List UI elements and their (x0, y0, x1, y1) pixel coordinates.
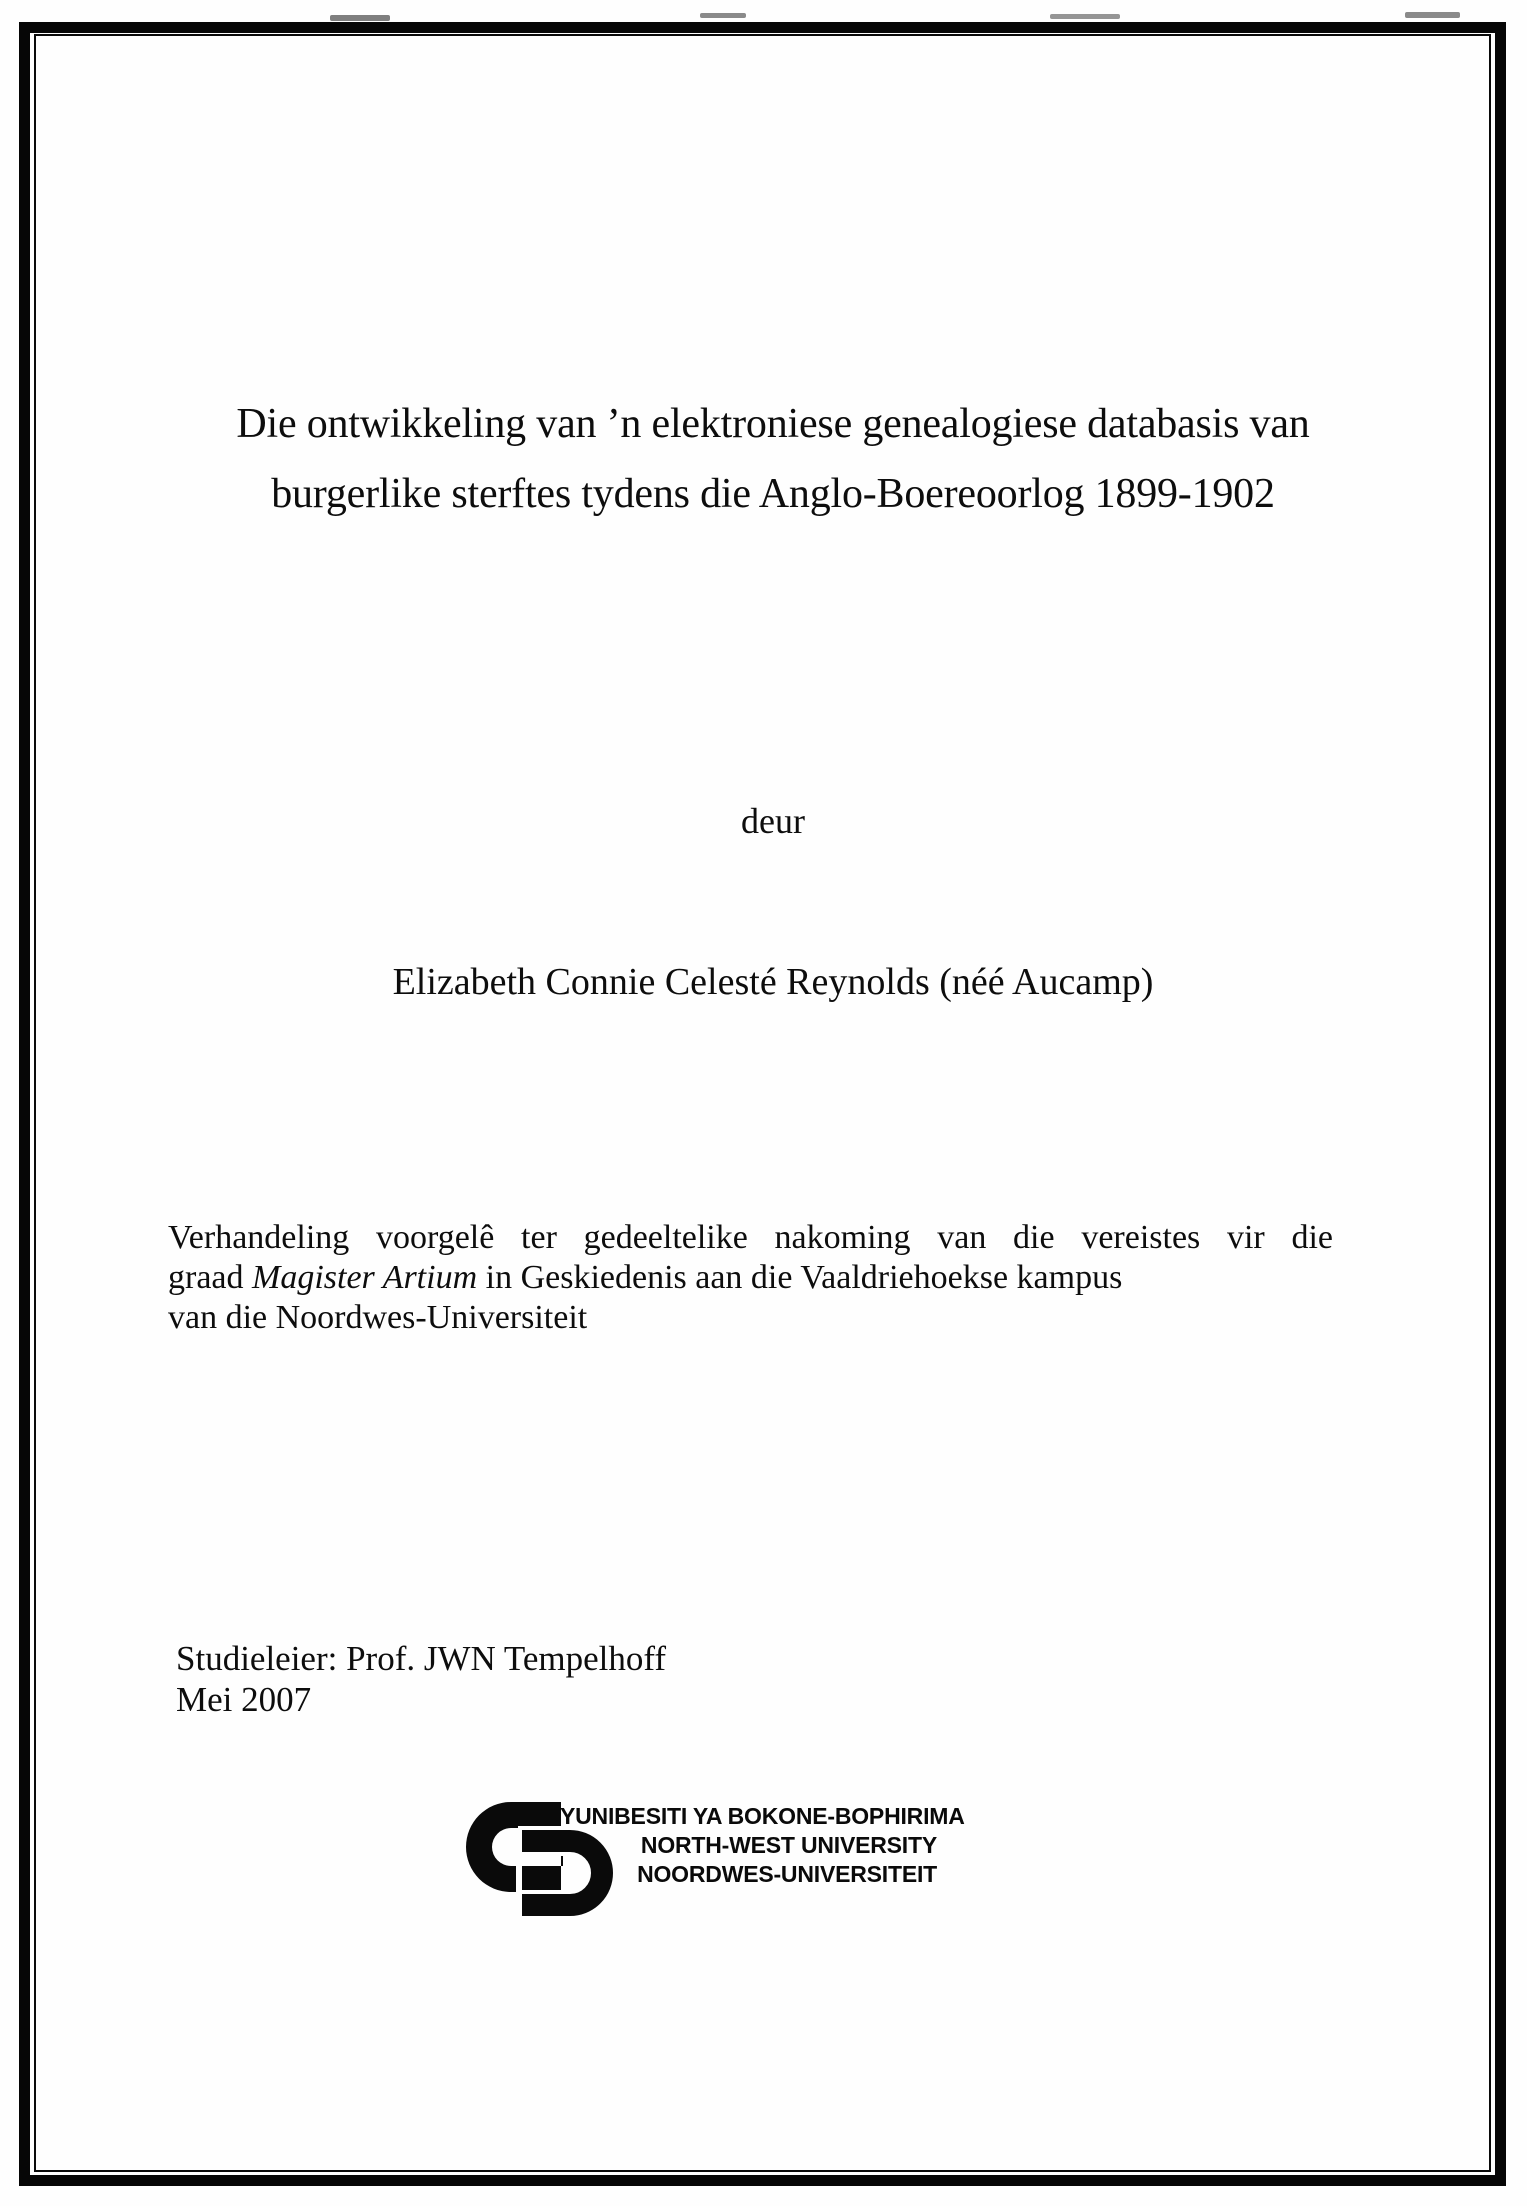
scan-smudge (1405, 12, 1460, 18)
author-name: Elizabeth Connie Celesté Reynolds (néé Aucamp) (392, 961, 1154, 1003)
statement-line1: Verhandeling voorgelê ter gedeeltelike nakoming van die vereistes vir die (168, 1219, 1333, 1256)
scan-smudge (1050, 14, 1120, 19)
nwu-logo-line2: NORTH-WEST UNIVERSITY (640, 1832, 937, 1858)
statement-line3: van die Noordwes-Universiteit (168, 1299, 588, 1336)
statement-line2 (168, 1258, 1333, 1298)
scan-smudge (700, 13, 746, 18)
thesis-title-line2: burgerlike sterftes tydens die Anglo-Boereoorlog 1899-1902 (271, 471, 1275, 517)
degree-name: Magister Artium (252, 1259, 478, 1296)
thesis-title (158, 389, 1388, 529)
statement-line2-suffix: in Geskiedenis aan die Vaaldriehoekse kampus (477, 1259, 1123, 1296)
statement-line2-prefix: graad (168, 1259, 253, 1296)
byline-label: deur (741, 801, 805, 841)
supervisor-block (176, 1638, 666, 1720)
nwu-logo-line3: NOORDWES-UNIVERSITEIT (637, 1861, 937, 1887)
supervisor-line: Studieleier: Prof. JWN Tempelhoff (176, 1639, 667, 1678)
thesis-statement (168, 1218, 1333, 1338)
north-west-university-logo (465, 1801, 965, 1931)
scan-smudge (330, 15, 390, 21)
nwu-logo-wordmark (560, 1802, 965, 1889)
nwu-logo-line1: YUNIBESITI YA BOKONE-BOPHIRIMA (560, 1803, 965, 1829)
date-line: Mei 2007 (176, 1680, 312, 1719)
thesis-title-line1: Die ontwikkeling van ’n elektroniese genealogiese databasis van (236, 401, 1310, 447)
